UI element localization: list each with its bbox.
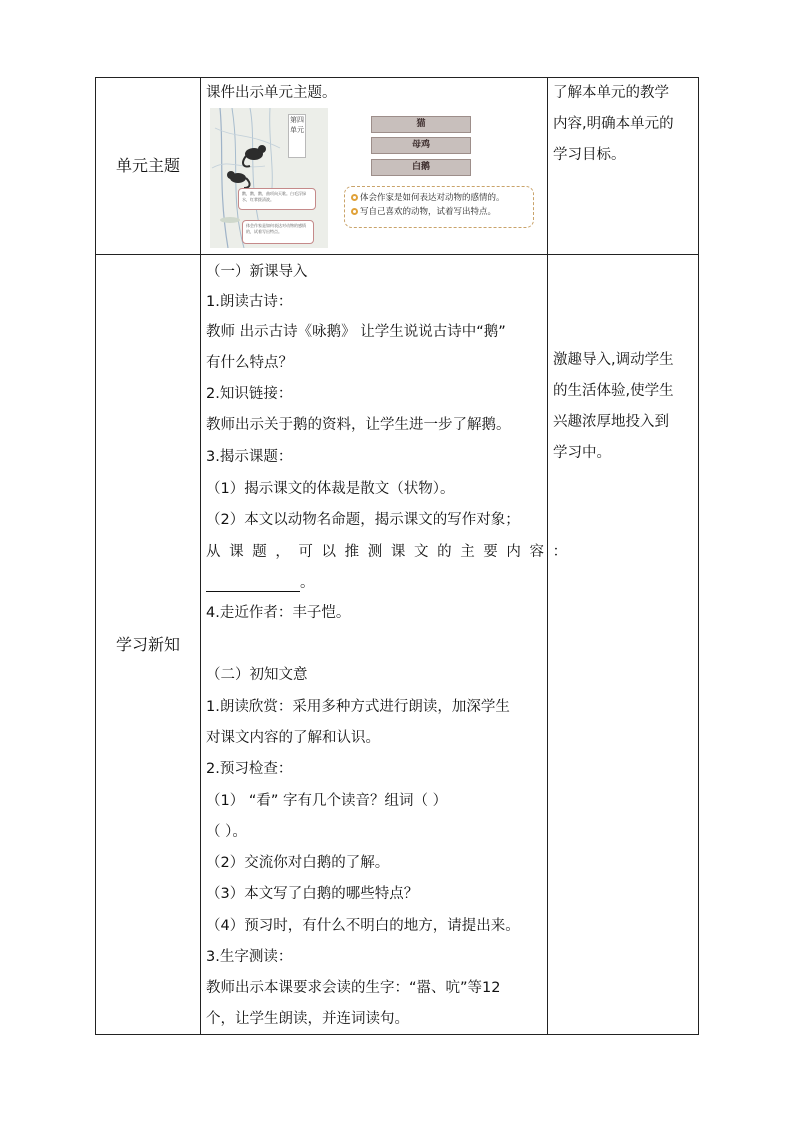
slide-tip-box [242,220,314,244]
slide-unit-title: 第四单元 [288,114,306,158]
lesson-line: 教师出示关于鹅的资料，让学生进一步了解鹅。 [206,417,511,433]
slide-lesson-cat: 猫 [371,116,471,133]
lesson-line: （2）交流你对白鹅的了解。 [206,855,390,871]
learn-new-note [553,345,695,469]
lesson-line: 有什么特点？ [206,355,293,371]
lesson-line: （ ）。 [206,824,247,840]
note-line: 学习中。 [553,445,611,461]
lesson-line: 对课文内容的了解和认识。 [206,730,380,746]
answer-blank [206,577,300,592]
lesson-line: （1）揭示课文的体裁是散文（状物）。 [206,481,455,497]
table-col-divider-1 [200,77,201,1035]
note-line: 学习目标。 [553,147,626,163]
note-line: 了解本单元的教学 [553,85,669,101]
lesson-line: （4）预习时，有什么不明白的地方，请提出来。 [206,918,520,934]
bullet-icon [351,194,358,201]
table-border-bottom [95,1034,699,1035]
note-line: 内容,明确本单元的 [553,116,674,132]
slide-goals-box [344,186,534,228]
lesson-line: 从 课 题 ， 可 以 推 测 课 文 的 主 要 内 容 ： [206,544,570,560]
lesson-line: （2）本文以动物名命题，揭示课文的写作对象； [206,512,520,528]
fill-blank-line: 。 [206,574,315,592]
lesson-line: 个，让学生朗读，并连词读句。 [206,1011,409,1027]
lesson-line: 2.知识链接： [206,386,293,402]
slide-lesson-goose: 白鹅 [371,159,471,176]
lesson-line: 教师 出示古诗《咏鹅》 让学生说说古诗中“鹅” [206,324,506,340]
slide-poem-box [238,188,316,210]
note-line: 兴趣浓厚地投入到 [553,414,669,430]
table-border-left [95,77,96,1035]
lesson-line: 1.朗读古诗： [206,294,293,310]
lesson-line: 1.朗读欣赏：采用多种方式进行朗读，加深学生 [206,699,510,715]
slide-tip-text: 体会作家是如何表达对动物的感情的，试着写出特点。 [246,223,306,234]
ink-painting [210,108,328,248]
table-border-right [698,77,699,1035]
bullet-icon [351,208,358,215]
unit-theme-content-text: 课件出示单元主题。 [206,85,337,101]
row-label-unit-theme: 单元主题 [115,156,180,175]
slide-lesson-hen: 母鸡 [371,137,471,154]
row-label-learn-new: 学习新知 [115,635,180,654]
lesson-line: （二）初知文意 [206,667,308,683]
lesson-line: （1） “看” 字有几个读音？组词（ ） [206,793,448,809]
lesson-line: （3）本文写了白鹅的哪些特点？ [206,886,419,902]
note-line: 激趣导入,调动学生 [553,352,674,368]
unit-theme-note [553,78,695,171]
table-row-divider [95,254,699,255]
slide-goal-2: 写自己喜欢的动物，试着写出特点。 [351,205,527,219]
slide-poem-text: 鹅，鹅，鹅，曲项向天歌。白毛浮绿水，红掌拨清波。 [242,191,306,202]
lesson-line: 4.走近作者：丰子恺。 [206,605,351,621]
slide-goal-1: 体会作家是如何表达对动物的感情的。 [351,191,527,205]
note-line: 的生活体验,使学生 [553,383,674,399]
lesson-line: 3.揭示课题： [206,449,293,465]
unit-theme-slide-image [210,108,538,248]
lesson-line: 教师出示本课要求会读的生字：“嚣、吭”等12 [206,980,501,996]
lesson-line: 2.预习检查： [206,761,293,777]
lesson-line: （一）新课导入 [206,264,308,280]
lesson-line: 3.生字测读： [206,949,293,965]
